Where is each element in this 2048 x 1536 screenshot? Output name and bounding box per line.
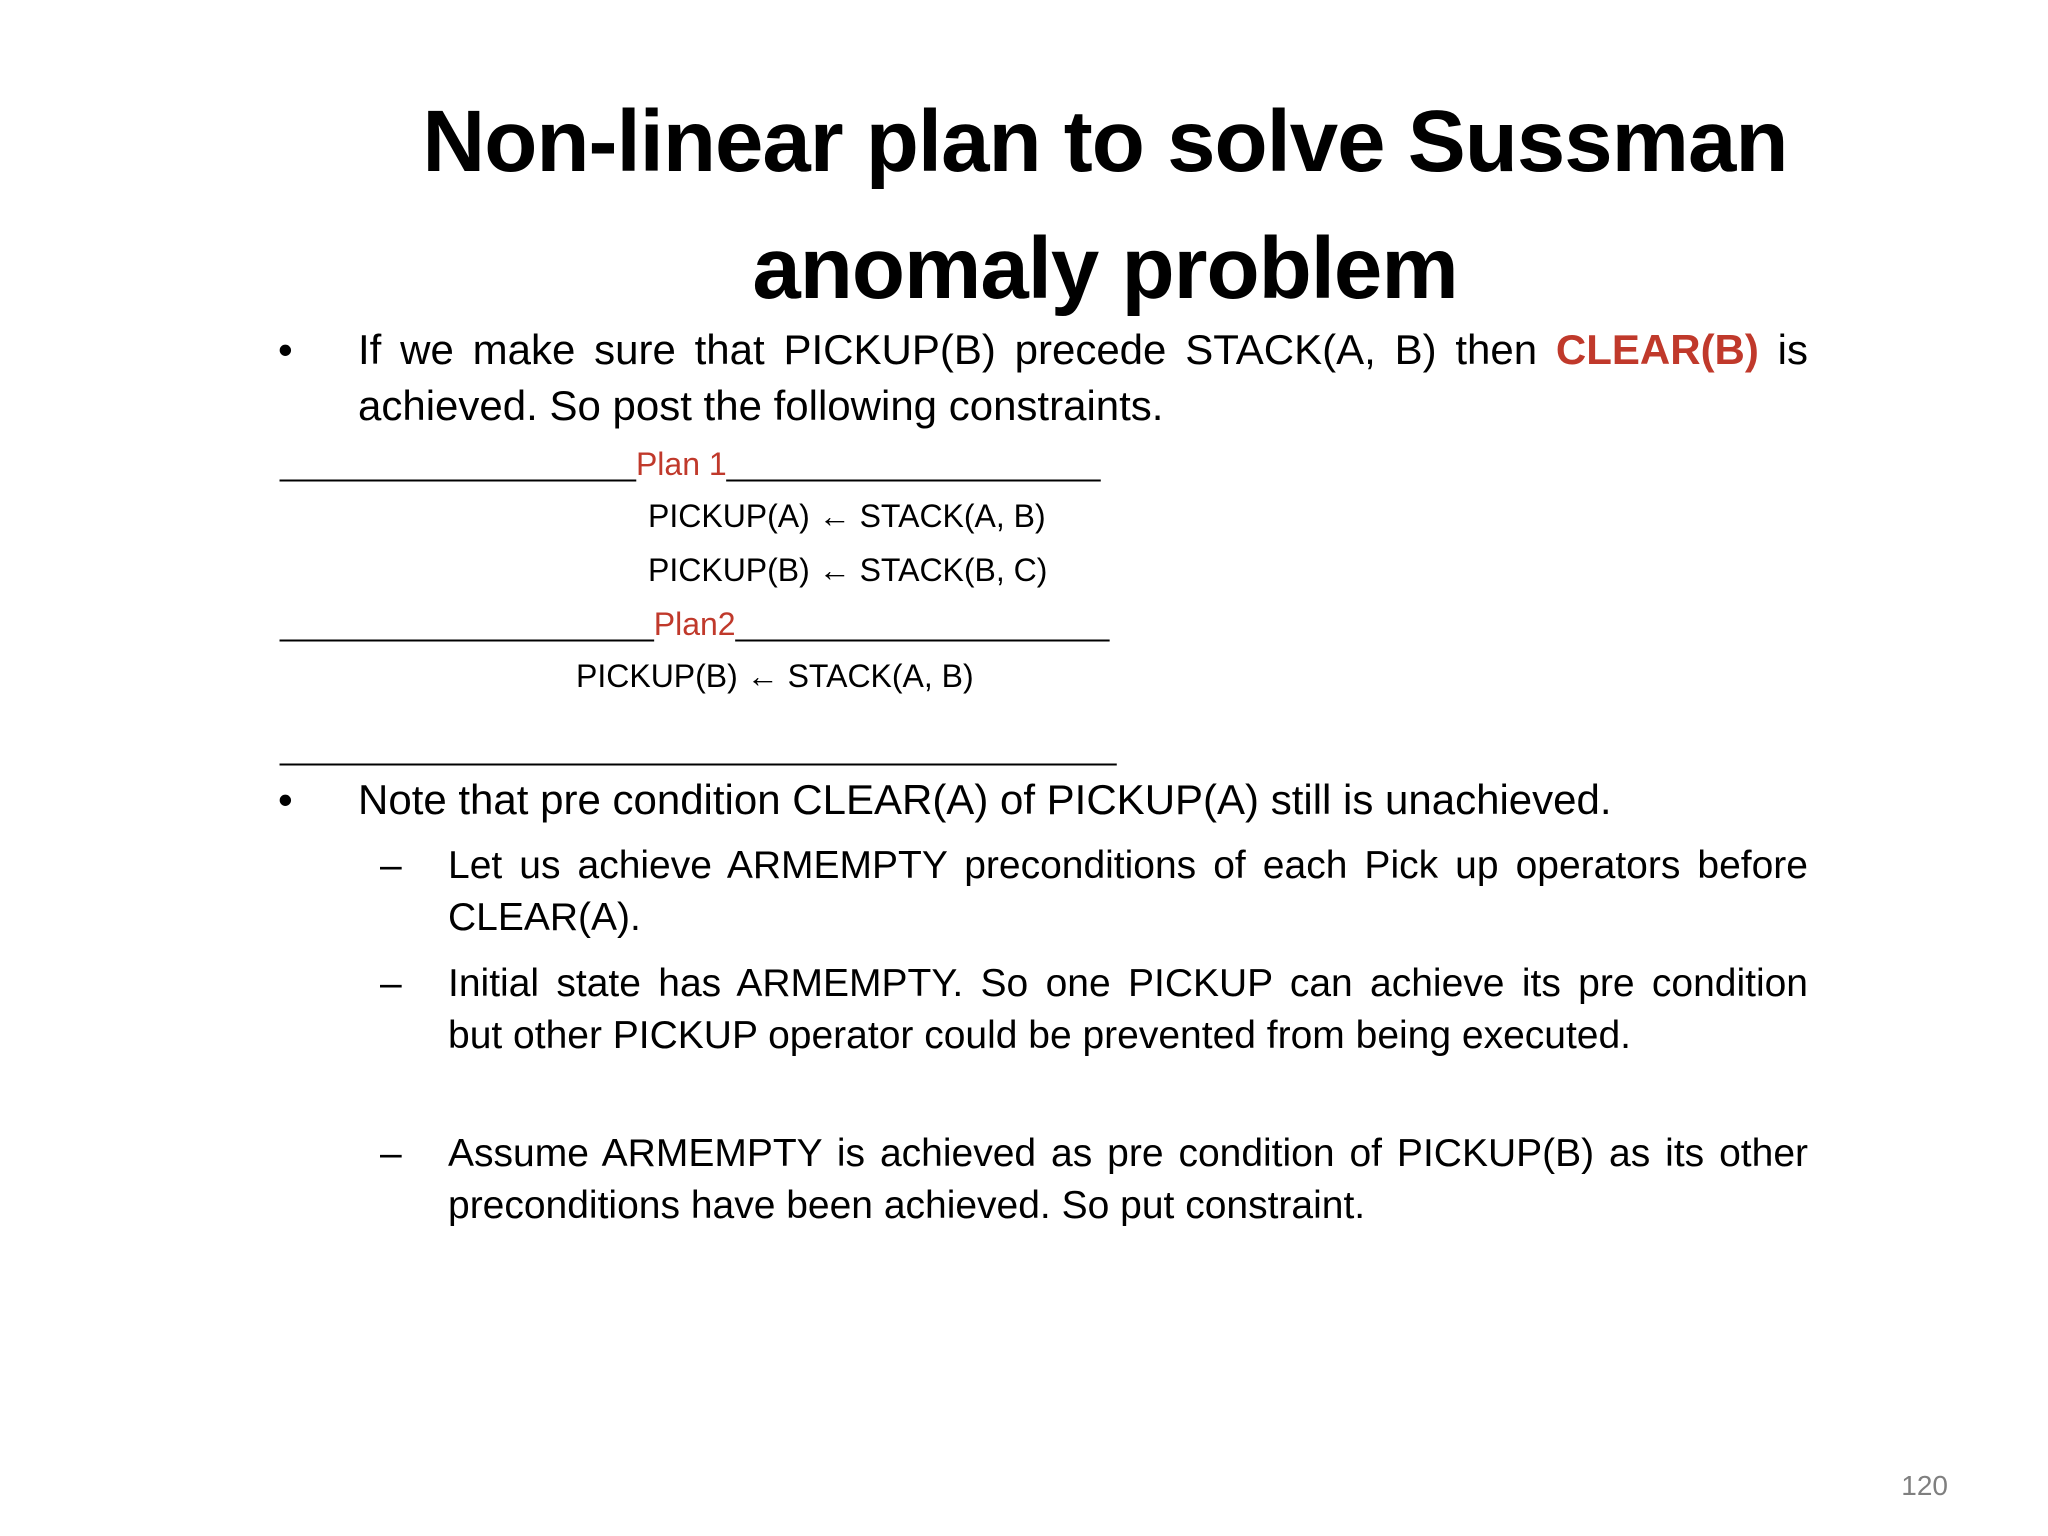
highlight-clear-b: CLEAR(B)	[1555, 326, 1759, 373]
slide-title	[380, 78, 1830, 332]
plan2-header	[280, 604, 1109, 644]
bullet-constraints	[278, 322, 1808, 434]
separator-line: _______________________________________________	[280, 730, 1117, 766]
plan2-underline-left: _____________________	[280, 606, 654, 642]
bullet-note	[278, 772, 1808, 828]
plan1-constraint-2: PICKUP(B) ← STACK(B, C)	[648, 552, 1048, 588]
sub-bullet-1	[380, 840, 1808, 944]
plan1-underline-right: _____________________	[726, 446, 1101, 482]
plan1-header	[280, 444, 1100, 484]
bullet-text-start: If we make sure that PICKUP(B) precede STACK(A, B) then	[358, 326, 1556, 373]
plan1-underline-left: ____________________	[280, 446, 636, 482]
bullet-text: Note that pre condition CLEAR(A) of PICKUP(A) still is unachieved.	[358, 776, 1612, 823]
page-number: 120	[1901, 1470, 1948, 1501]
sub-bullet-text: Initial state has ARMEMPTY. So one PICKUP can achieve its pre condition but other PICKUP operator could be prevented from being executed.	[448, 962, 1852, 1057]
dash-mark: –	[380, 1132, 402, 1175]
plan2-underline-right: _____________________	[735, 606, 1110, 642]
bullet-mark: •	[278, 776, 293, 823]
plan2-constraint-1: PICKUP(B) ← STACK(A, B)	[576, 658, 974, 694]
plan1-label: Plan 1	[635, 446, 727, 482]
plan1-constraint-1: PICKUP(A) ← STACK(A, B)	[648, 498, 1046, 534]
bullet-text-end: is achieved. So post the following constraints.	[358, 326, 1809, 429]
dash-mark: –	[380, 844, 402, 887]
title-line-1: Non-linear plan to solve Sussman	[422, 93, 1788, 190]
sub-bullet-3	[380, 1128, 1808, 1232]
sub-bullet-2	[380, 958, 1852, 1062]
dash-mark: –	[380, 962, 402, 1005]
title-line-2: anomaly problem	[752, 220, 1458, 317]
plan2-label: Plan2	[653, 606, 736, 642]
bullet-mark: •	[278, 326, 293, 373]
sub-bullet-text: Let us achieve ARMEMPTY preconditions of each Pick up operators before CLEAR(A).	[448, 844, 1808, 939]
bullet-text	[358, 322, 1808, 434]
sub-bullet-text: Assume ARMEMPTY is achieved as pre condition of PICKUP(B) as its other preconditions have been achieved. So put constraint.	[448, 1132, 1808, 1227]
